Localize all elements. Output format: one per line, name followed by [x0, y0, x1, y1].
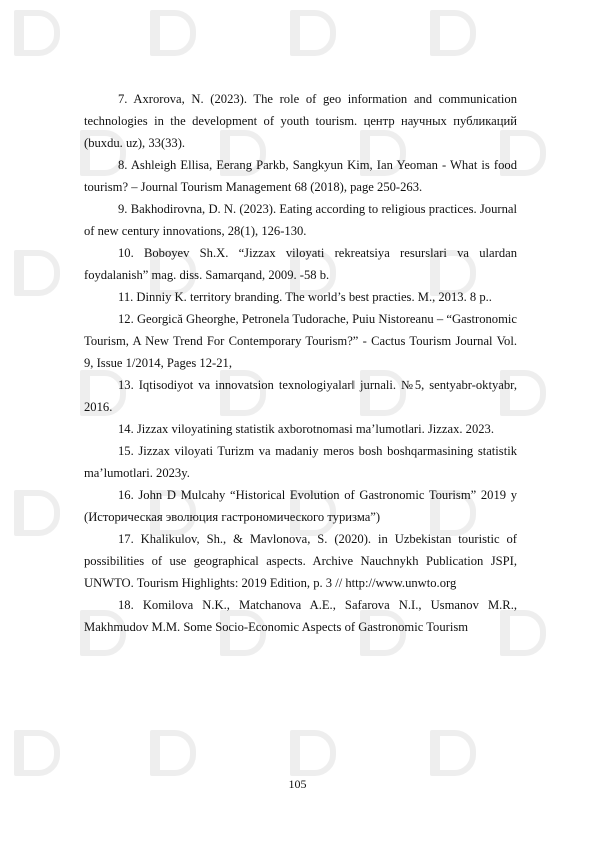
watermark-logo — [430, 730, 476, 776]
watermark-logo — [290, 730, 336, 776]
reference-item: 9. Bakhodirovna, D. N. (2023). Eating according to religious practices. Journal of new century innovations, 28(1), 126-130. — [84, 202, 517, 238]
watermark-logo — [430, 10, 476, 56]
watermark-logo — [290, 10, 336, 56]
reference-list — [84, 88, 517, 638]
reference-item: 11. Dinniy K. territory branding. The world’s best practies. M., 2013. 8 p.. — [118, 290, 492, 304]
reference-item: 10. Boboyev Sh.X. “Jizzax viloyati rekreatsiya resurslari va ulardan foydalanish” mag. diss. Samarqand, 2009. -58 b. — [84, 246, 517, 282]
reference-item: 8. Ashleigh Ellisa, Eerang Parkb, Sangkyun Kim, Ian Yeoman - What is food tourism? – Journal Tourism Management 68 (2018), page 250-263. — [84, 158, 517, 194]
watermark-logo — [14, 10, 60, 56]
reference-item: 13. Iqtisodiyot va innovatsion texnologiyalar‖ jurnali. №5, sentyabr-oktyabr, 2016. — [84, 378, 517, 414]
reference-item: 15. Jizzax viloyati Turizm va madaniy meros bosh boshqarmasining statistik ma’lumotlari. 2023y. — [84, 444, 517, 480]
reference-item: 14. Jizzax viloyatining statistik axborotnomasi ma’lumotlari. Jizzax. 2023. — [118, 422, 494, 436]
reference-item: 16. John D Mulcahy “Historical Evolution of Gastronomic Tourism” 2019 y (Историческая эволюция гастрономического туризма”) — [84, 488, 517, 524]
watermark-logo — [150, 730, 196, 776]
reference-item: 17. Khalikulov, Sh., & Mavlonova, S. (2020). in Uzbekistan touristic of possibilities of use geographical aspects. Archive Nauchnykh Publication JSPI, UNWTO. Tourism Highlights: 2019 Edition, p. 3 // http://www.unwto.org — [84, 532, 517, 590]
reference-item: 7. Axrorova, N. (2023). The role of geo information and communication technologies in the development of youth tourism. центр научных публикаций (buxdu. uz), 33(33). — [84, 92, 517, 150]
reference-item: 18. Komilova N.K., Matchanova A.E., Safarova N.I., Usmanov M.R., Makhmudov M.M. Some Socio-Economic Aspects of Gastronomic Tourism — [84, 598, 517, 634]
watermark-logo — [14, 490, 60, 536]
watermark-logo — [14, 730, 60, 776]
watermark-logo — [150, 10, 196, 56]
page-number: 105 — [288, 777, 307, 791]
reference-item: 12. Georgică Gheorghe, Petronela Tudorache, Puiu Nistoreanu – “Gastronomic Tourism, A New Trend For Contemporary Tourism?” - Cactus Tourism Journal Vol. 9, Issue 1/2014, Pages 12-21, — [84, 312, 517, 370]
watermark-logo — [14, 250, 60, 296]
